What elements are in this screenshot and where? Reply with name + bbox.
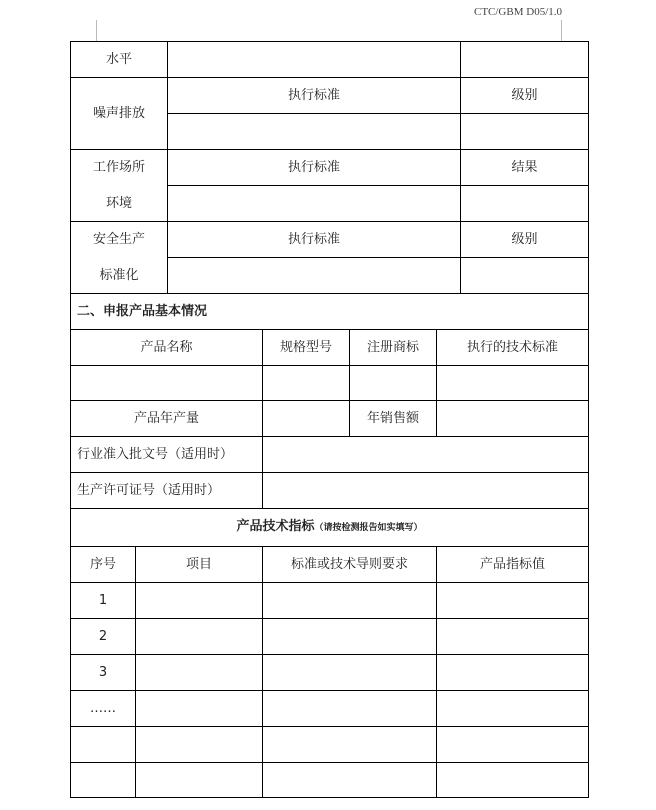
- level-value-cell[interactable]: [168, 42, 461, 78]
- tech-row-no: [71, 763, 136, 798]
- workplace-result-header: 结果: [461, 150, 589, 186]
- license-no-label: 生产许可证号（适用时）: [71, 473, 263, 509]
- tech-row-no: ……: [71, 691, 136, 727]
- tech-row-no: 2: [71, 619, 136, 655]
- tech-row-item[interactable]: [136, 691, 263, 727]
- tech-row-value[interactable]: [437, 763, 589, 798]
- approval-no-cell[interactable]: [263, 437, 589, 473]
- tech-row-no: 3: [71, 655, 136, 691]
- tech-indicators-title: [71, 509, 589, 547]
- annual-output-label: 产品年产量: [71, 401, 263, 437]
- tech-row-item[interactable]: [136, 583, 263, 619]
- level-extra-cell[interactable]: [461, 42, 589, 78]
- approval-no-label: 行业准入批文号（适用时）: [71, 437, 263, 473]
- tech-value-header: 产品指标值: [437, 547, 589, 583]
- workplace-standard-header: 执行标准: [168, 150, 461, 186]
- safety-label-line1: 安全生产: [71, 222, 168, 258]
- model-cell[interactable]: [263, 366, 350, 401]
- section2-title: 二、申报产品基本情况: [71, 294, 589, 330]
- noise-standard-cell[interactable]: [168, 114, 461, 150]
- workplace-standard-cell[interactable]: [168, 186, 461, 222]
- workplace-result-cell[interactable]: [461, 186, 589, 222]
- tech-row-no: [71, 727, 136, 763]
- tech-row-value[interactable]: [437, 583, 589, 619]
- tech-row-value[interactable]: [437, 655, 589, 691]
- tech-no-header: 序号: [71, 547, 136, 583]
- license-no-cell[interactable]: [263, 473, 589, 509]
- level-label: 水平: [71, 42, 168, 78]
- tech-row-requirement[interactable]: [263, 763, 437, 798]
- crop-mark-right: [561, 20, 562, 41]
- tech-row-item[interactable]: [136, 763, 263, 798]
- tech-row-value[interactable]: [437, 619, 589, 655]
- trademark-header: 注册商标: [350, 330, 437, 366]
- safety-label-line2: 标准化: [71, 258, 168, 294]
- noise-label: 噪声排放: [71, 78, 168, 150]
- tech-row-no: 1: [71, 583, 136, 619]
- product-name-header: 产品名称: [71, 330, 263, 366]
- product-name-cell[interactable]: [71, 366, 263, 401]
- tech-requirement-header: 标准或技术导则要求: [263, 547, 437, 583]
- tech-title-text: 产品技术指标: [236, 519, 315, 534]
- annual-output-cell[interactable]: [263, 401, 350, 437]
- tech-item-header: 项目: [136, 547, 263, 583]
- tech-standard-cell[interactable]: [437, 366, 589, 401]
- document-code: CTC/GBM D05/1.0: [473, 6, 562, 18]
- tech-row-requirement[interactable]: [263, 655, 437, 691]
- model-header: 规格型号: [263, 330, 350, 366]
- safety-standard-cell[interactable]: [168, 258, 461, 294]
- tech-row-requirement[interactable]: [263, 619, 437, 655]
- tech-row-requirement[interactable]: [263, 583, 437, 619]
- annual-sales-cell[interactable]: [437, 401, 589, 437]
- tech-row-value[interactable]: [437, 727, 589, 763]
- tech-title-note: （请按检测报告如实填写）: [314, 523, 423, 533]
- workplace-label-line2: 环境: [71, 186, 168, 222]
- safety-standard-header: 执行标准: [168, 222, 461, 258]
- noise-grade-cell[interactable]: [461, 114, 589, 150]
- tech-row-item[interactable]: [136, 727, 263, 763]
- noise-grade-header: 级别: [461, 78, 589, 114]
- trademark-cell[interactable]: [350, 366, 437, 401]
- application-form-table: [70, 41, 589, 798]
- annual-sales-label: 年销售额: [350, 401, 437, 437]
- tech-row-requirement[interactable]: [263, 727, 437, 763]
- tech-row-requirement[interactable]: [263, 691, 437, 727]
- crop-mark-left: [96, 20, 97, 41]
- tech-row-item[interactable]: [136, 655, 263, 691]
- tech-standard-header: 执行的技术标准: [437, 330, 589, 366]
- noise-standard-header: 执行标准: [168, 78, 461, 114]
- safety-grade-header: 级别: [461, 222, 589, 258]
- tech-row-value[interactable]: [437, 691, 589, 727]
- safety-grade-cell[interactable]: [461, 258, 589, 294]
- tech-row-item[interactable]: [136, 619, 263, 655]
- workplace-label-line1: 工作场所: [71, 150, 168, 186]
